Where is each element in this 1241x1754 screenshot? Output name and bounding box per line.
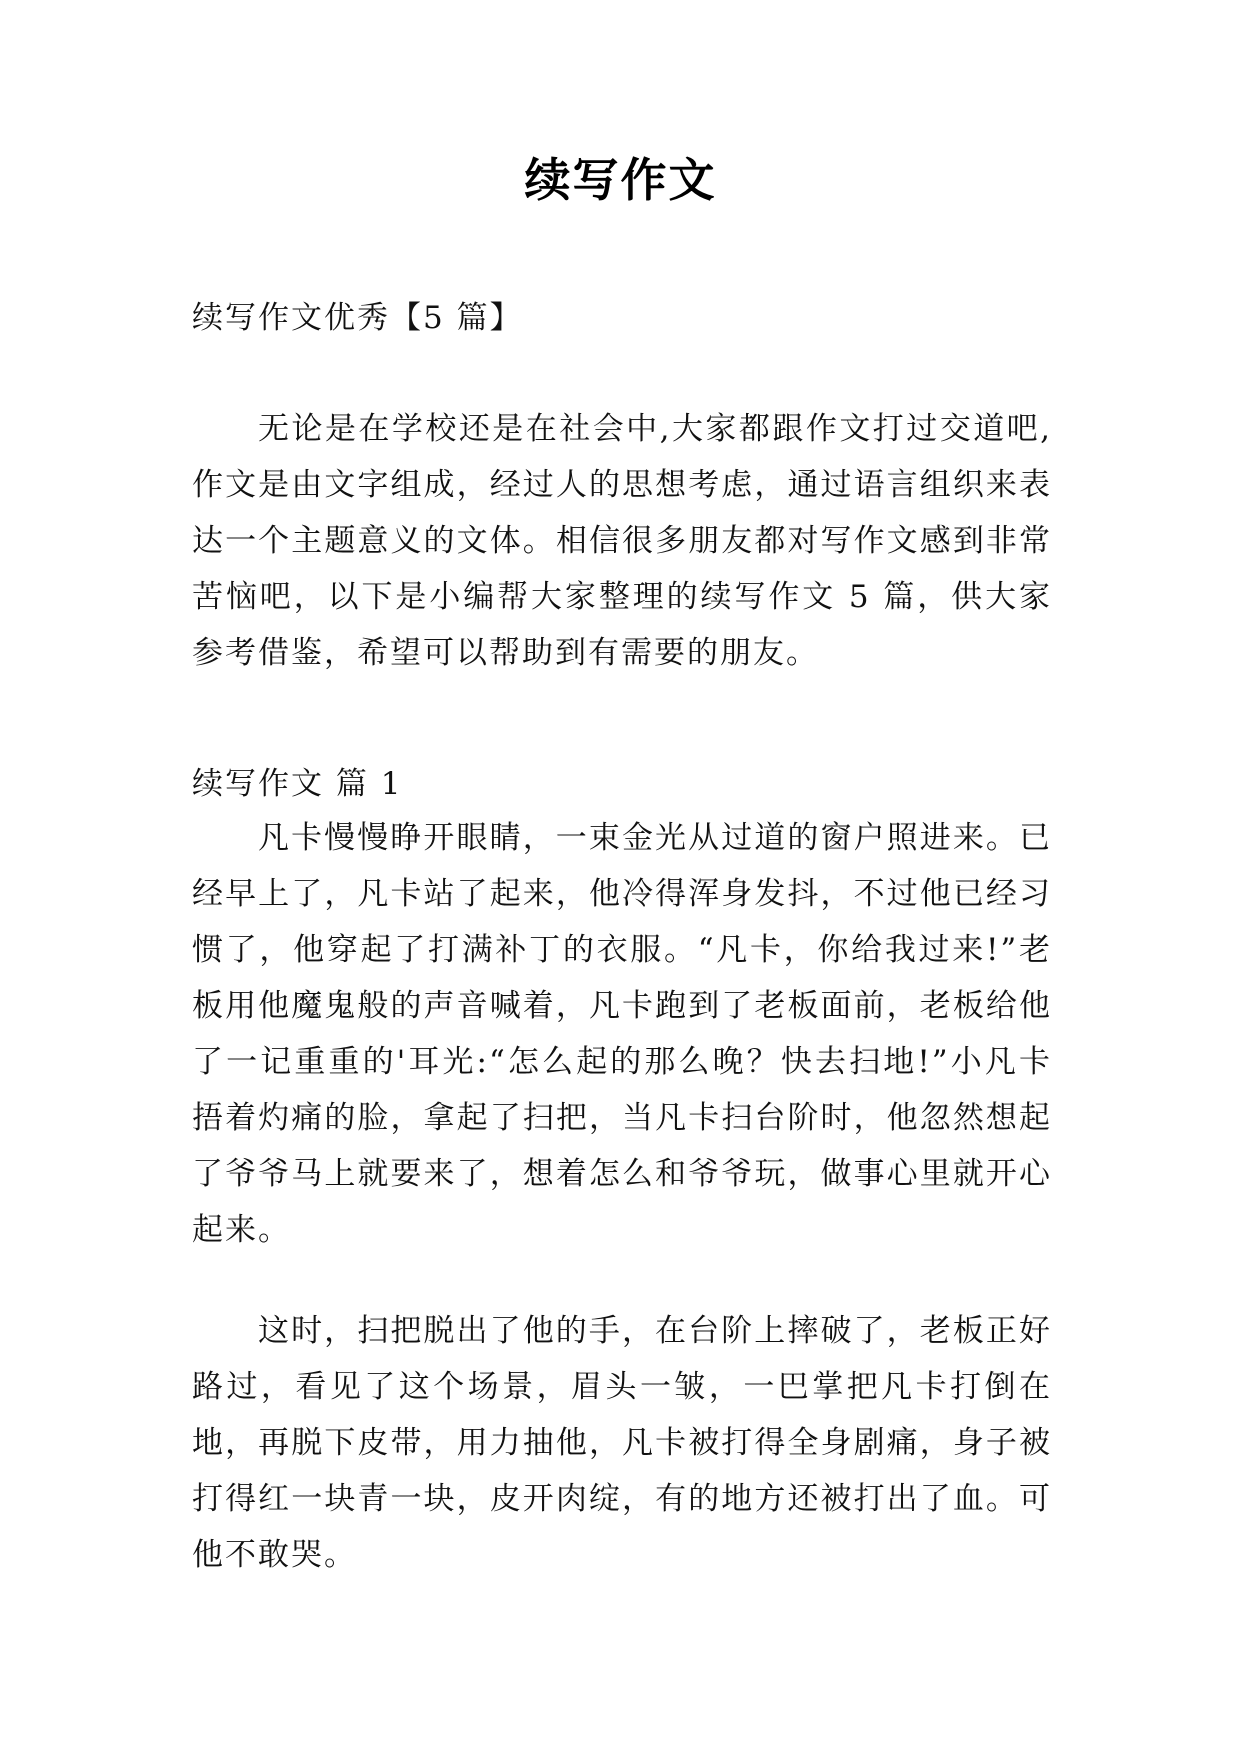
section-heading: 续写作文 篇 1 (192, 766, 403, 802)
body-paragraph-1: 凡卡慢慢睁开眼睛，一束金光从过道的窗户照进来。已经早上了，凡卡站了起来，他冷得浑身发抖，不过他已经习惯了，他穿起了打满补丁的衣服。“凡卡，你给我过来!”老板用他魔鬼般的声音喊着，凡卡跑到了老板面前，老板给他了一记重重的'耳光:“怎么起的那么晚？快去扫地!”小凡卡捂着灼痛的脸，拿起了扫把，当凡卡扫台阶时，他忽然想起了爷爷马上就要来了，想着怎么和爷爷玩，做事心里就开心起来。 (192, 820, 1052, 1248)
document-subtitle: 续写作文优秀【5 篇】 (192, 300, 523, 336)
body-paragraph-2: 这时，扫把脱出了他的手，在台阶上摔破了，老板正好路过，看见了这个场景，眉头一皱，一巴掌把凡卡打倒在地，再脱下皮带，用力抽他，凡卡被打得全身剧痛，身子被打得红一块青一块，皮开肉绽，有的地方还被打出了血。可他不敢哭。 (192, 1313, 1052, 1573)
intro-paragraph: 无论是在学校还是在社会中,大家都跟作文打过交道吧,作文是由文字组成，经过人的思想考虑，通过语言组织来表达一个主题意义的文体。相信很多朋友都对写作文感到非常苦恼吧，以下是小编帮大家整理的续写作文 5 篇，供大家参考借鉴，希望可以帮助到有需要的朋友。 (192, 411, 1052, 671)
document-title: 续写作文 (524, 153, 717, 207)
